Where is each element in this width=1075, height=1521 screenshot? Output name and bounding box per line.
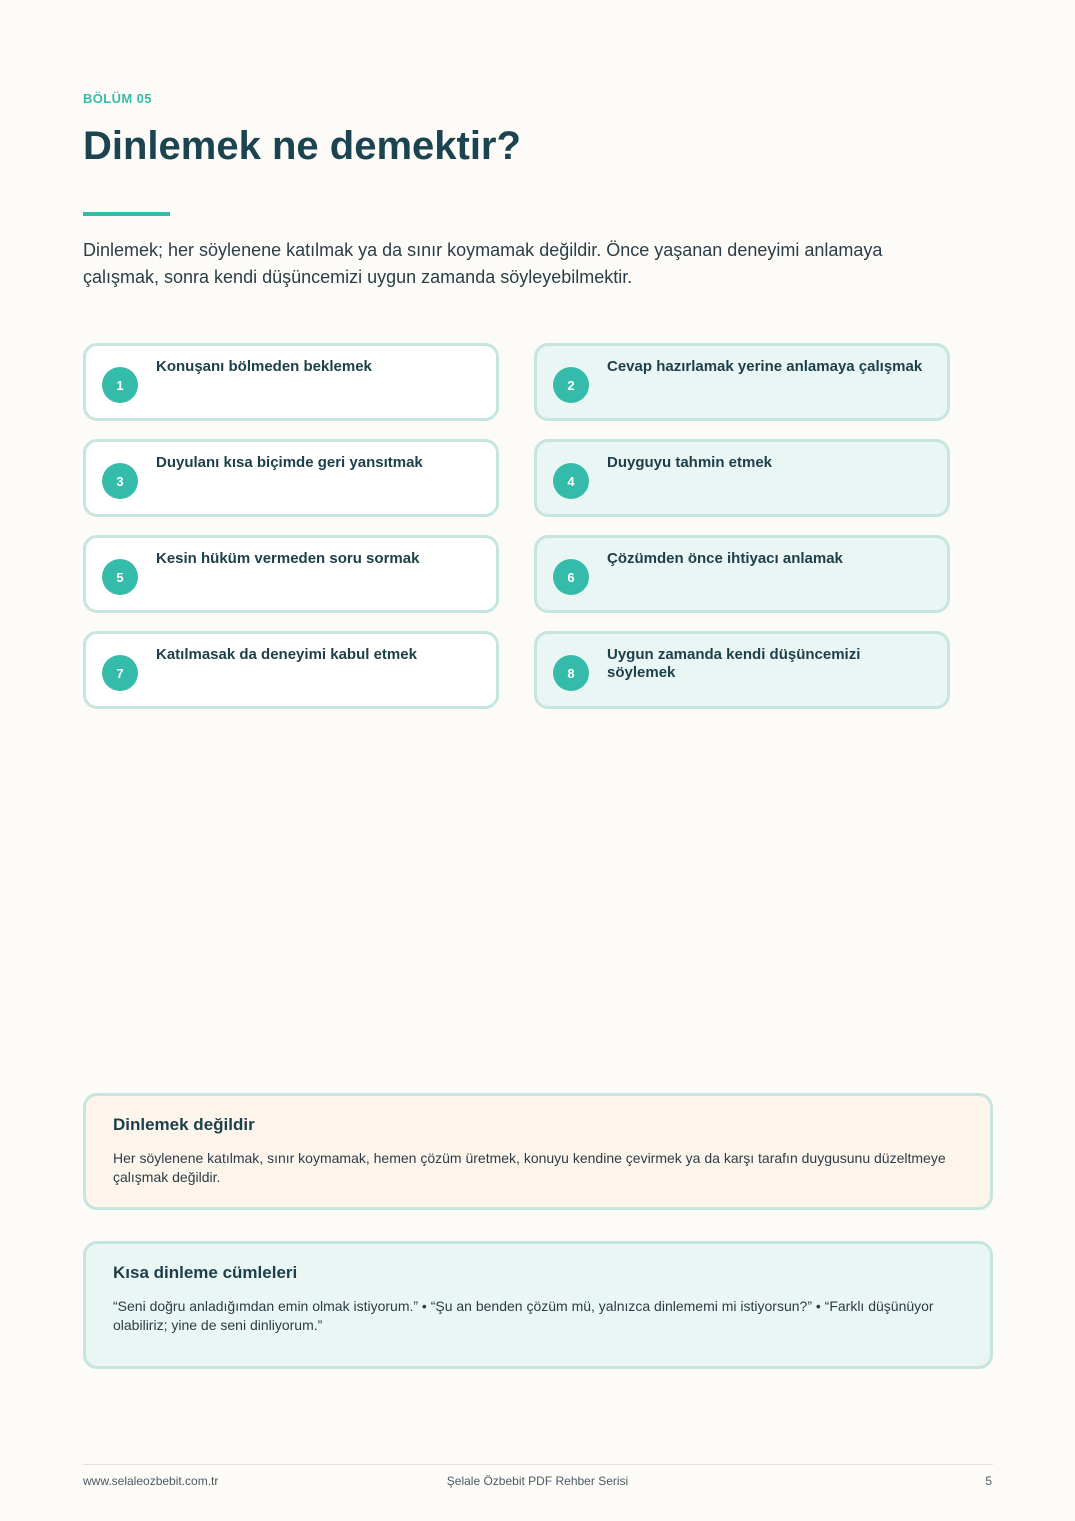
step-number-badge: 2 — [553, 367, 589, 403]
step-text: Uygun zamanda kendi düşüncemizi söylemek — [607, 646, 861, 681]
step-card — [534, 535, 950, 613]
step-number-badge: 7 — [102, 655, 138, 691]
page-number: 5 — [985, 1474, 992, 1488]
step-number-badge: 8 — [553, 655, 589, 691]
listening-phrases-box — [83, 1241, 993, 1369]
step-text: Katılmasak da deneyimi kabul etmek — [156, 646, 417, 663]
step-text: Cevap hazırlamak yerine anlamaya çalışmak — [607, 358, 923, 375]
step-number-badge: 4 — [553, 463, 589, 499]
page-title: Dinlemek ne demektir? — [83, 124, 521, 168]
step-number-badge: 3 — [102, 463, 138, 499]
step-card — [83, 535, 499, 613]
listening-phrases-title: Kısa dinleme cümleleri — [113, 1263, 298, 1282]
step-card — [534, 439, 950, 517]
step-card — [83, 343, 499, 421]
title-accent-rule — [83, 212, 170, 216]
step-text: Duyulanı kısa biçimde geri yansıtmak — [156, 454, 423, 471]
footer-series-name: Şelale Özbebit PDF Rehber Serisi — [446, 1474, 629, 1488]
intro-paragraph: Dinlemek; her söylenene katılmak ya da sınır koymamak değildir. Önce yaşanan deneyimi anlamaya çalışmak, sonra kendi düşüncemizi uygun zamanda söyleyebilmektir. — [83, 240, 883, 287]
footer-website-link[interactable]: www.selaleozbebit.com.tr — [83, 1474, 219, 1488]
not-listening-box — [83, 1093, 993, 1210]
step-text: Kesin hüküm vermeden soru sormak — [156, 550, 420, 567]
section-kicker: BÖLÜM 05 — [83, 91, 152, 106]
step-card — [83, 439, 499, 517]
step-card — [534, 343, 950, 421]
step-text: Duyguyu tahmin etmek — [607, 454, 773, 471]
not-listening-body: Her söylenene katılmak, sınır koymamak, hemen çözüm üretmek, konuyu kendine çevirmek ya da karşı tarafın duygusunu düzeltmeye çalışmak değildir. — [113, 1150, 946, 1185]
step-card — [83, 631, 499, 709]
not-listening-title: Dinlemek değildir — [113, 1115, 255, 1134]
step-text: Konuşanı bölmeden beklemek — [156, 358, 372, 375]
step-number-badge: 5 — [102, 559, 138, 595]
step-card — [534, 631, 950, 709]
footer-divider — [83, 1464, 993, 1465]
step-number-badge: 1 — [102, 367, 138, 403]
step-text: Çözümden önce ihtiyacı anlamak — [607, 550, 843, 567]
listening-phrases-body: “Seni doğru anladığımdan emin olmak istiyorum.” • “Şu an benden çözüm mü, yalnızca dinlememi mi istiyorsun?” • “Farklı düşünüyor olabiliriz; yine de seni dinliyorum.” — [113, 1298, 934, 1333]
step-number-badge: 6 — [553, 559, 589, 595]
